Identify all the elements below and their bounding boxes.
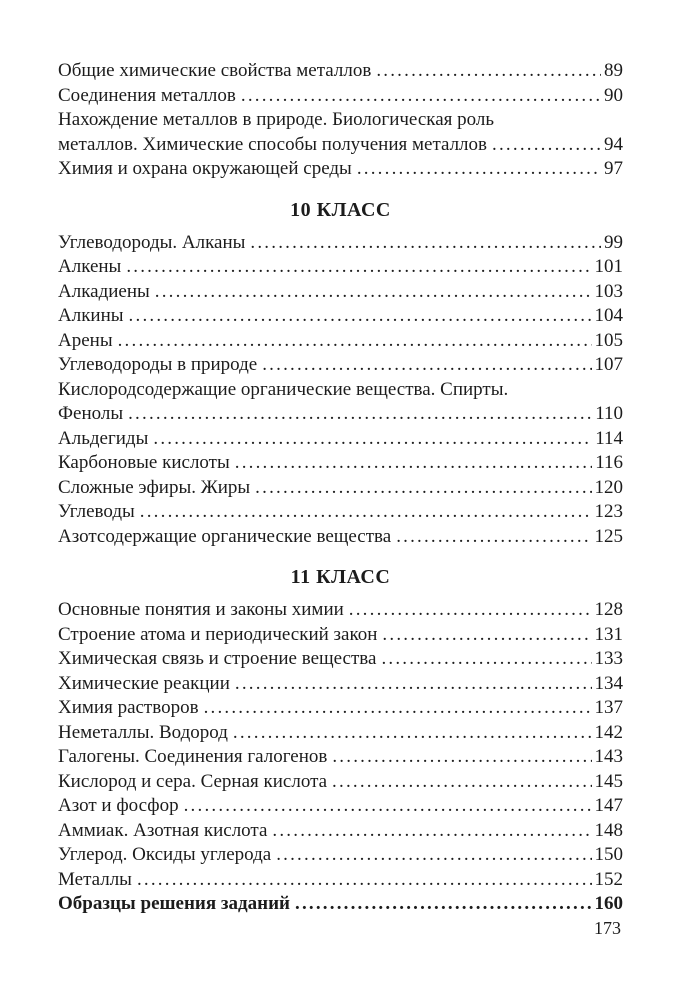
dot-leader [332,745,591,770]
toc-entry-title: Алкены [58,256,122,277]
toc-entry-page: 143 [594,746,623,767]
toc-entry-title: Химия растворов [58,697,199,718]
dot-leader [129,304,592,329]
toc-entry [58,476,623,501]
toc-entry-page: 107 [594,354,623,375]
toc-entry-page: 125 [594,525,623,547]
table-of-contents [58,59,623,917]
dot-leader [381,647,591,672]
toc-entry [58,770,623,795]
dot-leader [140,500,592,525]
toc-entry-title: Арены [58,329,113,351]
dot-leader [255,476,591,501]
toc-entry [58,451,623,476]
toc-entry-title: Кислород и сера. Серная кислота [58,770,328,792]
toc-entry-page: 90 [604,84,623,106]
dot-leader [349,598,592,623]
dot-leader [382,623,591,648]
toc-entry-title: Химические реакции [58,672,230,694]
toc-entry [58,721,623,746]
dot-leader [376,59,601,84]
toc-entry-wrap-line: Нахождение металлов в природе. Биологическая роль [58,109,495,130]
dot-leader [137,868,592,893]
dot-leader [295,892,592,917]
dot-leader [250,231,601,256]
toc-entry-page: 120 [594,476,623,498]
toc-entry-page: 134 [594,672,623,694]
toc-entry-page: 97 [604,158,623,179]
toc-entry-page: 123 [594,501,623,522]
toc-entry [58,672,623,697]
toc-entry-page: 137 [594,697,623,718]
toc-entry [58,353,623,378]
toc-entry [58,59,623,84]
toc-entry-title: Углеводороды в природе [58,354,258,375]
toc-entry [58,402,623,427]
toc-entry-title: Алкадиены [58,280,150,302]
toc-entry [58,255,623,280]
toc-entry [58,525,623,550]
dot-leader [128,402,592,427]
dot-leader [241,84,601,109]
toc-entry [58,819,623,844]
toc-entry [58,745,623,770]
toc-entry-page: 116 [595,452,623,473]
toc-entry [58,623,623,648]
toc-entry [58,280,623,305]
footer-page-number: 173 [594,918,621,938]
toc-entry-page: 99 [604,231,623,253]
section-heading: 10 КЛАСС [290,198,391,221]
dot-leader [235,672,592,697]
toc-entry-page: 152 [594,868,623,890]
toc-entry-title: Галогены. Соединения галогенов [58,746,328,767]
toc-entry-page: 128 [594,599,623,620]
dot-leader [357,157,601,182]
toc-entry-title: металлов. Химические способы получения металлов [58,133,488,155]
toc-entry-page: 142 [594,721,623,743]
dot-leader [153,427,592,452]
toc-entry-title: Соединения металлов [58,84,236,106]
dot-leader [118,329,592,354]
toc-entry-title: Фенолы [58,403,124,424]
toc-entry-title: Металлы [58,868,132,890]
dot-leader [272,819,591,844]
toc-entry [58,157,623,182]
toc-entry-title: Образцы решения заданий [58,893,290,914]
toc-entry-title: Алкины [58,305,124,326]
toc-entry-page: 147 [594,795,623,816]
dot-leader [332,770,591,795]
toc-entry [58,231,623,256]
toc-entry-title: Углеводороды. Алканы [58,231,246,253]
toc-entry-title: Углерод. Оксиды углерода [58,844,272,865]
toc-entry [58,647,623,672]
dot-leader [155,280,592,305]
toc-entry [58,500,623,525]
dot-leader [276,843,591,868]
section-heading: 11 КЛАСС [290,566,391,588]
toc-entry [58,843,623,868]
toc-entry-page: 145 [594,770,623,792]
toc-entry [58,794,623,819]
toc-entry-title: Химия и охрана окружающей среды [58,158,352,179]
toc-entry [58,598,623,623]
toc-entry-page: 160 [594,893,623,914]
toc-entry-title: Альдегиды [58,427,149,449]
toc-entry-title: Аммиак. Азотная кислота [58,819,268,841]
toc-entry-title: Углеводы [58,501,135,522]
toc-entry [58,427,623,452]
dot-leader [262,353,591,378]
toc-entry-page: 101 [594,256,623,277]
toc-entry-title: Основные понятия и законы химии [58,599,344,620]
toc-entry-title: Азот и фосфор [58,795,179,816]
dot-leader [235,451,592,476]
dot-leader [492,133,601,158]
toc-entry-page: 150 [594,844,623,865]
toc-entry-page: 110 [595,403,623,424]
dot-leader [396,525,591,550]
toc-entry-page: 105 [594,329,623,351]
toc-entry-title: Азотсодержащие органические вещества [58,525,392,547]
toc-entry [58,696,623,721]
toc-entry-wrap-line: Кислородсодержащие органические вещества. Спирты. [58,378,509,400]
toc-entry-page: 148 [594,819,623,841]
dot-leader [204,696,592,721]
toc-entry-title: Химическая связь и строение вещества [58,648,377,669]
toc-entry-title: Общие химические свойства металлов [58,60,372,81]
toc-entry [58,329,623,354]
toc-entry-page: 103 [594,280,623,302]
toc-entry [58,133,623,158]
toc-entry [58,868,623,893]
toc-entry [58,84,623,109]
dot-leader [126,255,591,280]
dot-leader [184,794,592,819]
toc-entry [58,304,623,329]
toc-entry-page: 133 [594,648,623,669]
toc-entry-page: 89 [604,60,623,81]
toc-entry-page: 131 [594,623,623,645]
toc-entry-title: Строение атома и периодический закон [58,623,378,645]
toc-entry-page: 114 [595,427,623,449]
toc-entry-page: 104 [594,305,623,326]
toc-entry-page: 94 [604,133,623,155]
toc-entry-title: Карбоновые кислоты [58,452,230,473]
toc-entry-title: Сложные эфиры. Жиры [58,476,251,498]
toc-entry-title: Неметаллы. Водород [58,721,228,743]
dot-leader [233,721,592,746]
toc-entry [58,892,623,917]
